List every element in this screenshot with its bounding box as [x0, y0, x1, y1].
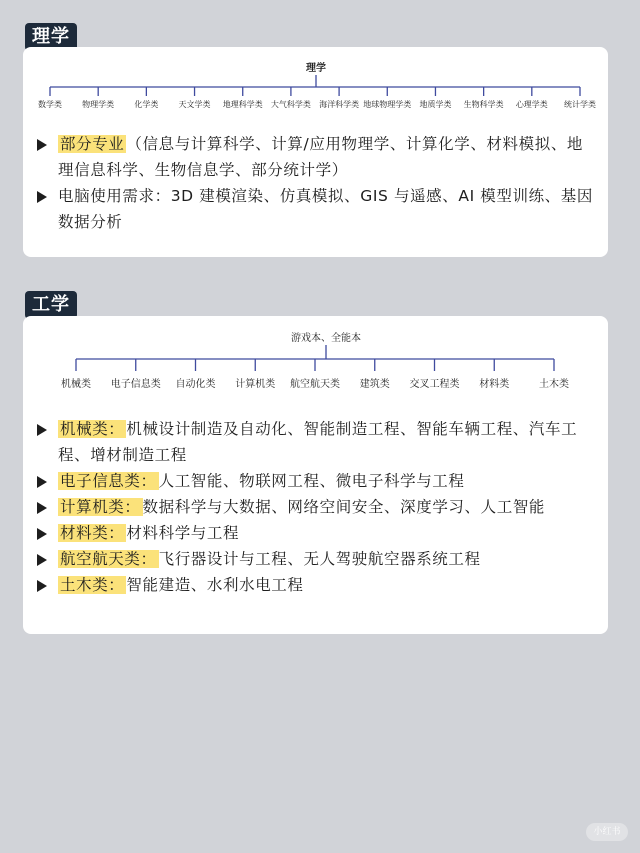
- bullet-item: [37, 572, 598, 598]
- triangle-bullet-icon: [37, 580, 47, 592]
- bullet-text: 人工智能、物联网工程、微电子科学与工程: [158, 472, 465, 490]
- tree-node-label: 航空航天类: [290, 379, 340, 390]
- engineering-bullet-list: [37, 416, 598, 598]
- engineering-tree-diagram: [23, 316, 608, 406]
- watermark-logo: 小红书: [586, 823, 628, 841]
- bullet-item: [37, 468, 598, 494]
- bullet-item: [37, 131, 598, 183]
- triangle-bullet-icon: [37, 191, 47, 203]
- tree-node-label: 生物科学类: [463, 100, 504, 109]
- tree-node-label: 计算机类: [235, 379, 276, 390]
- bullet-text: 材料科学与工程: [126, 524, 240, 542]
- tree-node-label: 土木类: [539, 379, 569, 390]
- tree-node-label: 自动化类: [175, 379, 216, 390]
- bullet-highlight-label: 计算机类：: [60, 498, 141, 516]
- tree-node-label: 建筑类: [359, 379, 390, 390]
- engineering-card: [23, 316, 608, 634]
- bullet-item: [37, 416, 598, 468]
- bullet-highlight-label: 航空航天类：: [60, 550, 157, 568]
- triangle-bullet-icon: [37, 502, 47, 514]
- tree-node-label: 心理学类: [515, 100, 548, 109]
- bullet-item: [37, 520, 598, 546]
- triangle-bullet-icon: [37, 554, 47, 566]
- bullet-item: [37, 494, 598, 520]
- bullet-item: [37, 183, 598, 235]
- science-tree-diagram: [23, 47, 608, 127]
- bullet-text: 电脑使用需求：3D 建模渲染、仿真模拟、GIS 与遥感、AI 模型训练、基因数据分析: [58, 187, 593, 231]
- science-bullet-list: [37, 131, 598, 235]
- tree-node-label: 地质学类: [419, 100, 452, 109]
- bullet-text: 飞行器设计与工程、无人驾驶航空器系统工程: [158, 550, 481, 568]
- triangle-bullet-icon: [37, 139, 47, 151]
- tree-node-label: 统计学类: [564, 100, 596, 109]
- tree-node-label: 材料类: [479, 379, 510, 390]
- bullet-highlight-label: 部分专业: [60, 135, 125, 153]
- bullet-highlight-label: 土木类：: [60, 576, 125, 594]
- tree-node-label: 电子信息类: [110, 379, 161, 390]
- bullet-text: 智能建造、水利水电工程: [126, 576, 304, 594]
- section-tag-engineering: 工学: [25, 291, 77, 319]
- bullet-text: （信息与计算科学、计算/应用物理学、计算化学、材料模拟、地理信息科学、生物信息学、部分统计学）: [58, 135, 584, 179]
- bullet-highlight-label: 机械类：: [60, 420, 125, 438]
- tree-node-label: 地理科学类: [222, 100, 263, 109]
- triangle-bullet-icon: [37, 476, 47, 488]
- bullet-text: 机械设计制造及自动化、智能制造工程、智能车辆工程、汽车工程、增材制造工程: [58, 420, 578, 464]
- tree-node-label: 物理学类: [82, 100, 115, 109]
- tree-node-label: 海洋科学类: [319, 100, 360, 109]
- bullet-highlight-label: 材料类：: [60, 524, 125, 542]
- bullet-highlight-label: 电子信息类：: [60, 472, 157, 490]
- tree-node-label: 化学类: [134, 100, 159, 109]
- tree-node-label: 大气科学类: [270, 100, 311, 109]
- tree-node-label: 地球物理学类: [363, 100, 412, 109]
- tree-node-label: 天文学类: [178, 100, 211, 109]
- tree-root-label: 游戏本、全能本: [291, 333, 361, 344]
- tree-node-label: 数学类: [38, 100, 62, 109]
- bullet-item: [37, 546, 598, 572]
- triangle-bullet-icon: [37, 424, 47, 436]
- triangle-bullet-icon: [37, 528, 47, 540]
- tree-root-label: 理学: [306, 63, 326, 74]
- tree-node-label: 机械类: [61, 379, 91, 390]
- bullet-text: 数据科学与大数据、网络空间安全、深度学习、人工智能: [142, 498, 546, 516]
- science-card: [23, 47, 608, 257]
- section-tag-science: 理学: [25, 23, 77, 51]
- tree-node-label: 交叉工程类: [409, 379, 460, 390]
